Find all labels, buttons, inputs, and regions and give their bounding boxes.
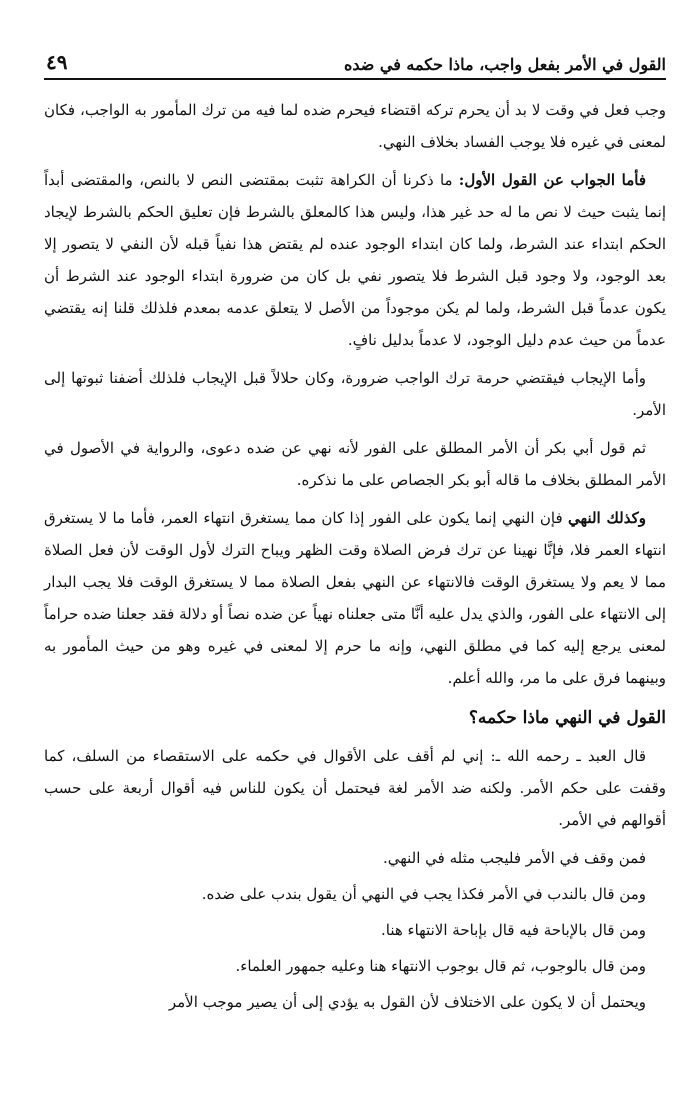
list-item: ويحتمل أن لا يكون على الاختلاف لأن القول به يؤدي إلى أن يصير موجب الأمر [168, 993, 646, 1011]
paragraph-text: فإن النهي إنما يكون على الفور إذا كان مما يستغرق انتهاء العمر، فأما ما لا يستغرق انتهاء العمر فلا، فإنَّا نهينا عن ترك فرض الصلاة وقت الظهر ويباح الترك لأول الوقت لأن فعل الصلاة مما لا يعم ولا يستغرق الوقت فالانتهاء عن النهي بفعل الصلاة مما لا يستغرق الوقت فلا يجب البدار إلى الانتهاء على الفور، والذي يدل عليه أنَّا متى جعلناه نهياً عن ضده نصاً أو دلالة فقد جعلنا ضده حراماً لمعنى يرجع إليه كما في مطلق النهي، وإنه ما حرم إلا لمعنى في غيره وهو من حيث المأمور به وبينهما فرق على ما مر، والله أعلم. [44, 509, 666, 687]
body-text [44, 94, 666, 1018]
page-header [44, 42, 666, 80]
list-item: ومن قال بالندب في الأمر فكذا يجب في النهي أن يقول بندب على ضده. [201, 885, 646, 903]
list-item: فمن وقف في الأمر فليجب مثله في النهي. [382, 849, 646, 867]
section-heading: القول في النهي ماذا حكمه؟ [468, 708, 666, 728]
paragraph-text: ثم قول أبي بكر أن الأمر المطلق على الفور لأنه نهي عن ضده دعوى، والرواية في الأصول في الأمر المطلق بخلاف ما قاله أبو بكر الجصاص على ما نذكره. [44, 439, 666, 489]
list-item: ومن قال بالإباحة فيه قال بإباحة الانتهاء هنا. [381, 921, 646, 939]
page-number: ٤٩ [46, 50, 68, 74]
paragraph [44, 94, 666, 158]
paragraph-lead: فأما الجواب عن القول الأول: [458, 171, 647, 189]
section-intro: قال العبد ـ رحمه الله ـ: إني لم أقف على الأقوال في حكمه على الاستقصاء من السلف، كما وقفت على حكم الأمر. ولكنه ضد الأمر لغة فيحتمل أن يكون للناس فيه أقوال أربعة على حسب أقوالهم في الأمر. [44, 747, 666, 829]
book-page [44, 42, 666, 1022]
list-item: ومن قال بالوجوب، ثم قال بوجوب الانتهاء هنا وعليه جمهور العلماء. [235, 957, 646, 975]
paragraph-text: وأما الإيجاب فيقتضي حرمة ترك الواجب ضرورة، وكان حلالاً قبل الإيجاب فلذلك أضفنا ثبوتها إلى الأمر. [44, 369, 666, 419]
paragraph-lead: وكذلك النهي [568, 509, 647, 527]
paragraph [44, 164, 666, 356]
paragraph-text: وجب فعل في وقت لا بد أن يحرم تركه اقتضاء فيحرم ضده لما فيه من ترك المأمور به الواجب، فكان لمعنى في غيره فلا يوجب الفساد بخلاف النهي. [44, 101, 666, 151]
paragraph [44, 432, 666, 496]
paragraph [44, 502, 666, 694]
running-title: القول في الأمر بفعل واجب، ماذا حكمه في ضده [343, 55, 666, 74]
paragraph [44, 362, 666, 426]
paragraph-text: ما ذكرنا أن الكراهة تثبت بمقتضى النص لا بالنص، والمقتضى أبداً إنما يثبت حيث لا نص ما له حد غير هذا، وليس هذا كالمعلق بالشرط فإن تعليق الحكم بالشرط لإيجاد الحكم ابتداء عند الشرط، ولما كان ابتداء الوجود عنده لم يقتض هذا نفياً قبله لأن النفي لا يتصور إلا بعد الوجود، ولا وجود قبل الشرط فلا يتصور نفي بل كان من ضرورة ابتداء الوجود عند الشرط أن يكون عدماً قبل الشرط، ولما لم يكن موجوداً من الأصل لا يتعلق عدمه بمعدم فلذلك قلنا إنه يقتضي عدماً من حيث عدم دليل الوجود، لا عدماً بدليل نافٍ. [44, 171, 666, 349]
